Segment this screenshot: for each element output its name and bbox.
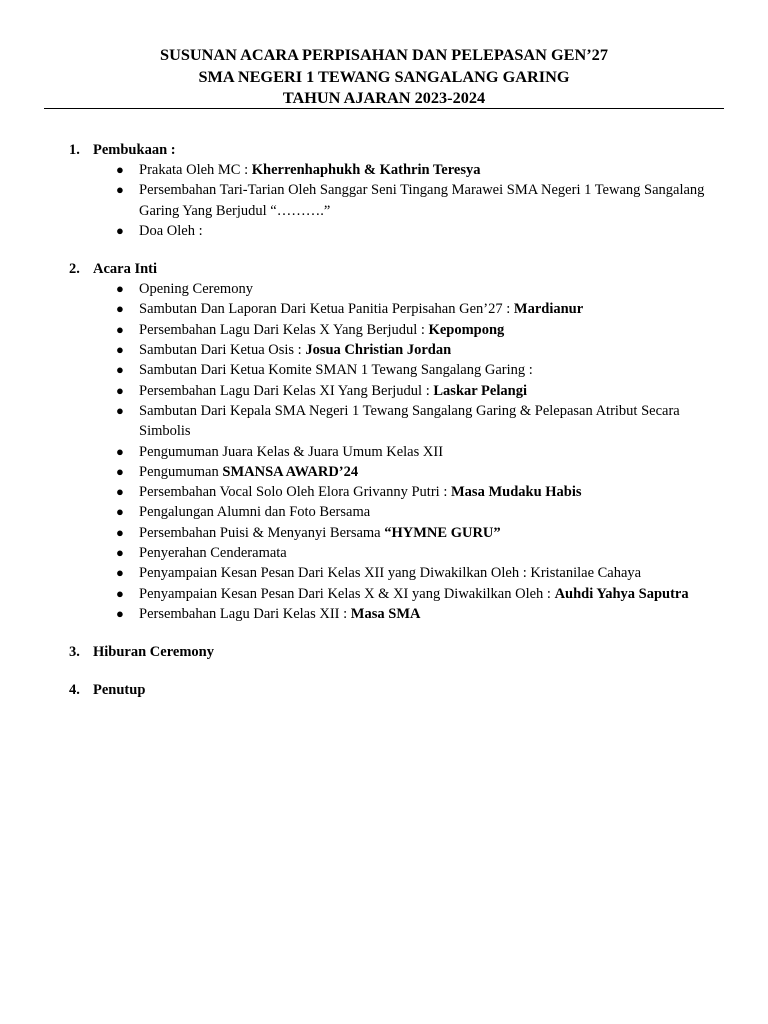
- section-pembukaan: [0, 140, 768, 241]
- bullet-icon: ●: [116, 222, 124, 238]
- item-text: Pengumuman: [139, 463, 223, 480]
- list-item: [0, 279, 768, 299]
- list-item: [0, 180, 768, 221]
- bullet-icon: ●: [116, 504, 124, 520]
- bullet-icon: ●: [116, 301, 124, 317]
- section-heading: [0, 140, 768, 160]
- bullet-icon: ●: [116, 182, 124, 198]
- section-heading: [0, 680, 768, 700]
- item-text: Opening Ceremony: [139, 281, 253, 298]
- item-bold-text: Kepompong: [428, 321, 505, 338]
- bullet-icon: ●: [116, 585, 124, 601]
- agenda-body: [0, 140, 768, 718]
- list-item: [0, 604, 768, 624]
- list-item: [0, 482, 768, 502]
- list-item: [0, 381, 768, 401]
- header-year-line: TAHUN AJARAN 2023-2024: [282, 88, 486, 107]
- item-text: Doa Oleh :: [139, 222, 203, 239]
- list-item: [0, 320, 768, 340]
- item-text: Penyampaian Kesan Pesan Dari Kelas X & XI yang Diwakilkan Oleh :: [139, 585, 555, 602]
- section-heading: [0, 642, 768, 662]
- item-text: Penyerahan Cenderamata: [139, 545, 287, 562]
- item-bold-text: Laskar Pelangi: [433, 382, 527, 399]
- section-number: 4.: [69, 682, 80, 699]
- section-hiburan-ceremony: [0, 642, 768, 662]
- item-bold-text: Auhdi Yahya Saputra: [554, 585, 689, 602]
- item-text: Sambutan Dari Ketua Osis :: [139, 342, 306, 359]
- item-text: Sambutan Dari Ketua Komite SMAN 1 Tewang Sangalang Garing :: [139, 362, 533, 379]
- list-item: [0, 462, 768, 482]
- list-item: [0, 442, 768, 462]
- section-title: Penutup: [93, 682, 146, 699]
- bullet-icon: ●: [116, 484, 124, 500]
- item-bold-text: “HYMNE GURU”: [384, 524, 501, 541]
- list-item: [0, 221, 768, 241]
- list-item: [0, 360, 768, 380]
- item-text: Persembahan Lagu Dari Kelas XII :: [139, 605, 351, 622]
- section-number: 2.: [69, 261, 80, 278]
- item-bold-text: Kherrenhaphukh & Kathrin Teresya: [251, 162, 481, 178]
- item-text: Penyampaian Kesan Pesan Dari Kelas XII yang Diwakilkan Oleh : Kristanilae Cahaya: [139, 565, 642, 582]
- bullet-icon: ●: [116, 545, 124, 561]
- item-bold-text: Mardianur: [513, 301, 584, 318]
- list-item: [0, 502, 768, 522]
- item-text: Persembahan Lagu Dari Kelas X Yang Berjudul :: [139, 321, 429, 338]
- bullet-icon: ●: [116, 321, 124, 337]
- section-title: Pembukaan :: [93, 142, 176, 158]
- list-item: [0, 584, 768, 604]
- bullet-icon: ●: [116, 382, 124, 398]
- bullet-icon: ●: [116, 524, 124, 540]
- item-bold-text: SMANSA AWARD’24: [222, 463, 359, 480]
- section-item-list: [0, 160, 768, 241]
- header-divider: [44, 108, 724, 109]
- item-text: Persembahan Lagu Dari Kelas XI Yang Berjudul :: [139, 382, 434, 399]
- bullet-icon: ●: [116, 565, 124, 581]
- item-text: Pengalungan Alumni dan Foto Bersama: [139, 504, 371, 521]
- list-item: [0, 160, 768, 180]
- bullet-icon: ●: [116, 281, 124, 297]
- bullet-icon: ●: [116, 443, 124, 459]
- list-item: [0, 340, 768, 360]
- item-text: Prakata Oleh MC :: [139, 162, 252, 178]
- section-number: 3.: [69, 644, 80, 661]
- list-item: [0, 563, 768, 583]
- item-text: Sambutan Dari Kepala SMA Negeri 1 Tewang Sangalang Garing & Pelepasan Atribut Secara Simbolis: [139, 402, 680, 440]
- section-item-list: [0, 279, 768, 624]
- header-title-line: SUSUNAN ACARA PERPISAHAN DAN PELEPASAN GEN’27: [160, 45, 608, 64]
- item-bold-text: Masa SMA: [350, 605, 421, 622]
- list-item: [0, 401, 768, 442]
- section-number: 1.: [69, 142, 80, 158]
- section-heading: [0, 259, 768, 279]
- item-text: Persembahan Tari-Tarian Oleh Sanggar Seni Tingang Marawei SMA Negeri 1 Tewang Sangalang Garing Yang Berjudul “……….”: [139, 182, 705, 219]
- list-item: [0, 543, 768, 563]
- bullet-icon: ●: [116, 402, 124, 418]
- list-item: [0, 299, 768, 319]
- section-acara-inti: [0, 259, 768, 624]
- bullet-icon: ●: [116, 162, 124, 177]
- item-text: Persembahan Puisi & Menyanyi Bersama: [139, 524, 385, 541]
- header-school-line: SMA NEGERI 1 TEWANG SANGALANG GARING: [198, 66, 570, 86]
- section-title: Hiburan Ceremony: [93, 644, 214, 661]
- item-text: Pengumuman Juara Kelas & Juara Umum Kelas XII: [139, 443, 444, 460]
- bullet-icon: ●: [116, 362, 124, 378]
- item-text: Persembahan Vocal Solo Oleh Elora Grivanny Putri :: [139, 484, 451, 501]
- item-bold-text: Masa Mudaku Habis: [450, 484, 582, 501]
- item-bold-text: Josua Christian Jordan: [305, 342, 452, 359]
- document-header: [44, 44, 724, 109]
- bullet-icon: ●: [116, 342, 124, 358]
- section-penutup: [0, 680, 768, 700]
- bullet-icon: ●: [116, 463, 124, 479]
- list-item: [0, 523, 768, 543]
- item-text: Sambutan Dan Laporan Dari Ketua Panitia Perpisahan Gen’27 :: [139, 301, 514, 318]
- bullet-icon: ●: [116, 605, 124, 621]
- section-title: Acara Inti: [93, 261, 158, 278]
